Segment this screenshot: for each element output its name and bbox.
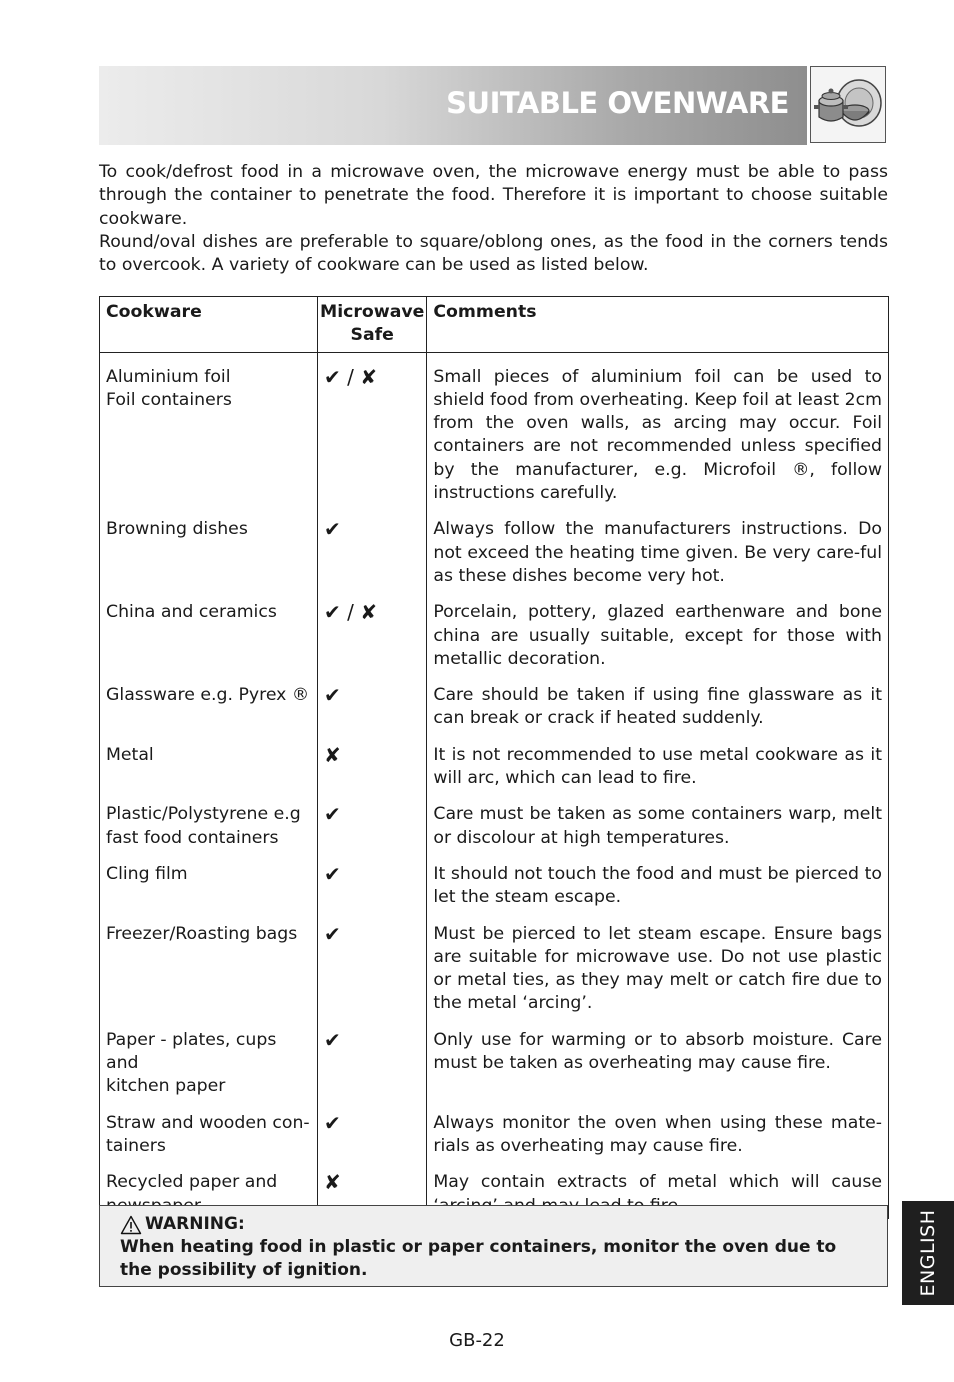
safe-indicator: ✔ <box>318 910 427 1016</box>
comment-cell: Care must be taken as some containers warp, melt or discolour at high temperatures. <box>427 790 889 850</box>
section-header <box>99 66 807 145</box>
cookware-cell: Paper - plates, cups and kitchen paper <box>100 1016 318 1099</box>
comment-cell: Must be pierced to let steam escape. Ensure bags are suitable for microwave use. Do not use plastic or metal ties, as they may melt or catch fire due to the metal ‘arcing’. <box>427 910 889 1016</box>
table-row <box>100 790 889 850</box>
intro-text <box>99 161 888 277</box>
cookware-cell: Plastic/Polystyrene e.g fast food containers <box>100 790 318 850</box>
warning-box <box>99 1205 888 1287</box>
safe-indicator: ✔ <box>318 671 427 731</box>
table-header-row <box>100 297 889 353</box>
table-row <box>100 352 889 505</box>
safe-indicator: ✘ <box>318 731 427 791</box>
safe-indicator: ✔ <box>318 1016 427 1099</box>
warning-triangle-icon <box>120 1215 142 1235</box>
cookware-cell: Browning dishes <box>100 505 318 588</box>
cookware-table <box>99 296 889 1219</box>
safe-indicator: ✘ <box>318 1158 427 1218</box>
table-row <box>100 1016 889 1099</box>
safe-indicator: ✔ <box>318 850 427 910</box>
table-row <box>100 910 889 1016</box>
table-row <box>100 1099 889 1159</box>
table-row <box>100 850 889 910</box>
safe-indicator: ✔ <box>318 505 427 588</box>
cookware-cell: Glassware e.g. Pyrex ® <box>100 671 318 731</box>
table-row <box>100 505 889 588</box>
safe-indicator: ✔ / ✘ <box>318 588 427 671</box>
safe-indicator: ✔ / ✘ <box>318 352 427 505</box>
safe-indicator: ✔ <box>318 790 427 850</box>
comment-cell: Only use for warming or to absorb moisture. Care must be taken as overheating may cause fire. <box>427 1016 889 1099</box>
cookware-icon <box>810 66 886 143</box>
safe-indicator: ✔ <box>318 1099 427 1159</box>
header-comments: Comments <box>427 297 889 353</box>
comment-cell: Care should be taken if using fine glassware as it can break or crack if heated suddenly. <box>427 671 889 731</box>
header-microwave-safe: Microwave Safe <box>318 297 427 353</box>
comment-cell: It is not recommended to use metal cookware as it will arc, which can lead to fire. <box>427 731 889 791</box>
comment-cell: It should not touch the food and must be pierced to let the steam escape. <box>427 850 889 910</box>
cookware-cell: Straw and wooden con- tainers <box>100 1099 318 1159</box>
cookware-cell: China and ceramics <box>100 588 318 671</box>
cookware-cell: Aluminium foil Foil containers <box>100 352 318 505</box>
page-number: GB-22 <box>449 1330 505 1351</box>
warning-text: When heating food in plastic or paper containers, monitor the oven due to the possibility of ignition. <box>120 1237 837 1280</box>
table-row <box>100 671 889 731</box>
header-cookware: Cookware <box>100 297 318 353</box>
cookware-cell: Freezer/Roasting bags <box>100 910 318 1016</box>
cookware-cell: Recycled paper and <box>100 1158 318 1218</box>
page-title: SUITABLE OVENWARE <box>446 86 789 120</box>
cookware-cell: Metal <box>100 731 318 791</box>
language-label: ENGLISH <box>917 1209 939 1297</box>
table-row <box>100 731 889 791</box>
comment-cell: Always monitor the oven when using these mate-rials as overheating may cause fire. <box>427 1099 889 1159</box>
cookware-cell: Cling film <box>100 850 318 910</box>
language-tab <box>902 1201 954 1305</box>
intro-paragraph: To cook/defrost food in a microwave oven, the microwave energy must be able to pass through the container to penetrate the food. Therefore it is important to choose suitable cookware. <box>99 162 888 229</box>
table-row <box>100 588 889 671</box>
comment-cell: Porcelain, pottery, glazed earthenware and bone china are usually suitable, except for those with metallic decoration. <box>427 588 889 671</box>
comment-cell: Small pieces of aluminium foil can be used to shield food from overheating. Keep foil at least 2cm from the oven walls, as arcing may occur. Foil containers are not recommended unless specified by the manufacturer, e.g. Microfoil ®, follow instructions carefully. <box>427 352 889 505</box>
intro-paragraph: Round/oval dishes are preferable to square/oblong ones, as the food in the corners tends to overcook. A variety of cookware can be used as listed below. <box>99 231 888 276</box>
comment-cell: Always follow the manufacturers instructions. Do not exceed the heating time given. Be very care-ful as these dishes become very hot. <box>427 505 889 588</box>
warning-label: WARNING: <box>145 1214 245 1234</box>
comment-cell: May contain extracts of metal which will cause <box>427 1158 889 1218</box>
